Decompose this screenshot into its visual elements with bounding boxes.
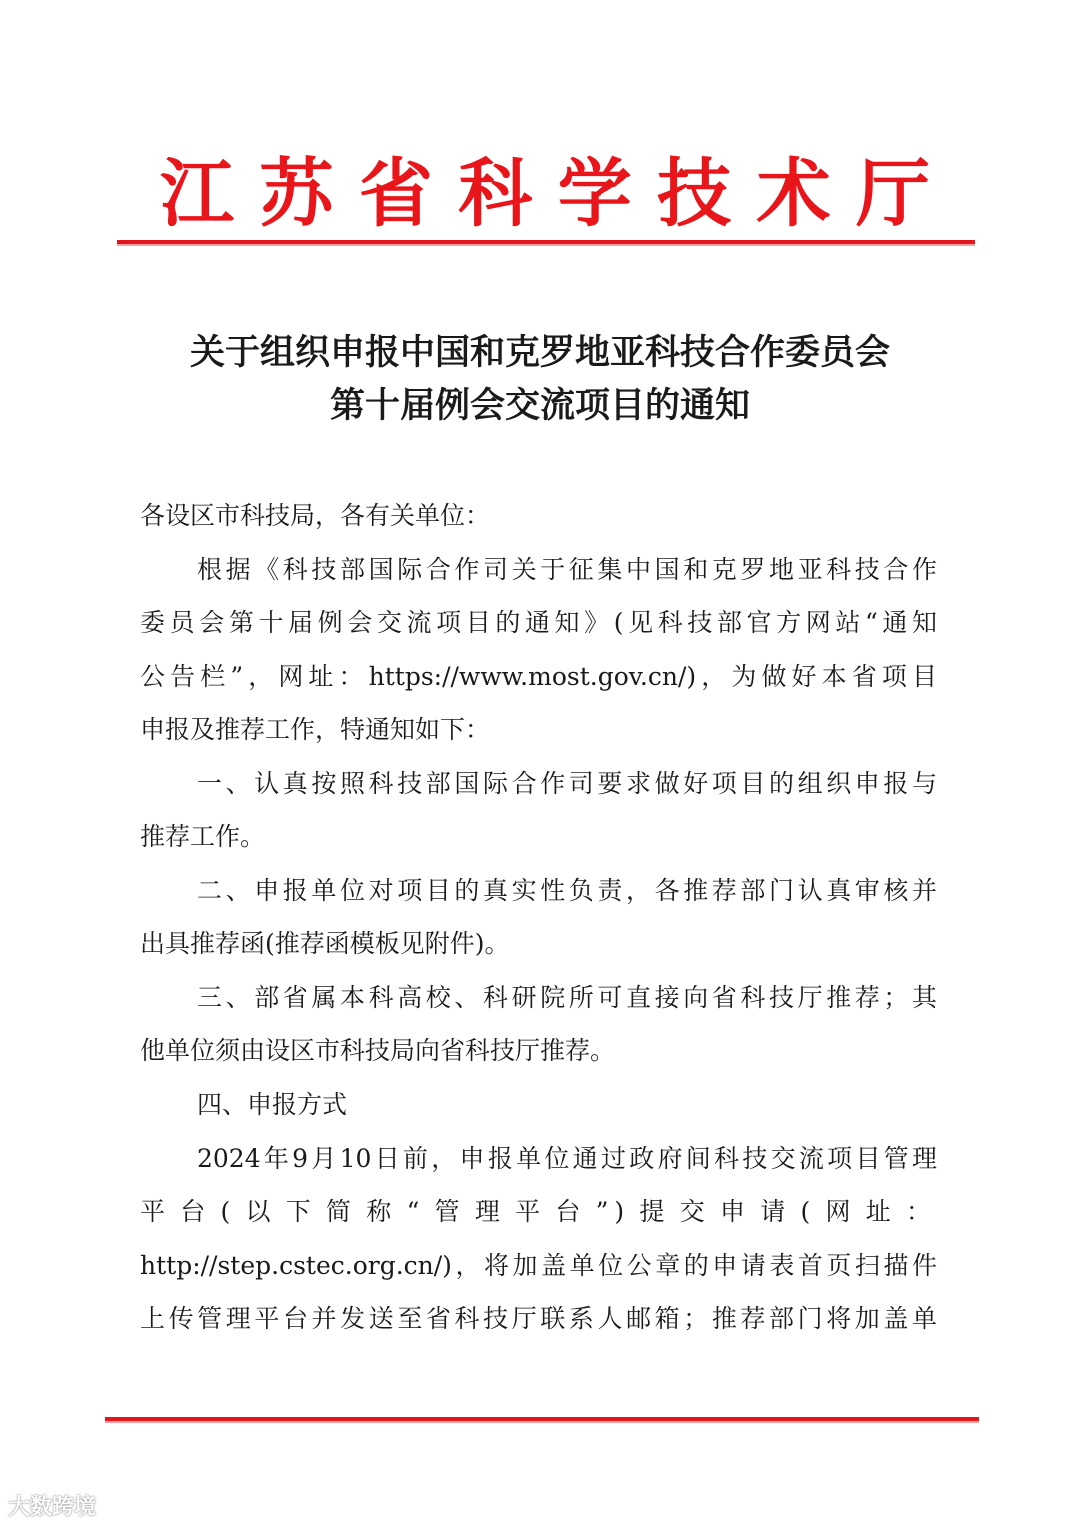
body-line: 平台(以下简称“管理平台”)提交申请(网址： [140,1197,937,1226]
org-char: 苏 [259,150,334,237]
org-char: 省 [358,150,433,237]
org-char: 术 [756,150,831,237]
salutation: 各设区市科技局，各有关单位： [140,501,491,530]
org-char: 厅 [855,150,930,237]
body-line: 申报及推荐工作，特通知如下： [140,715,491,744]
body-line: 公告栏”，网址：https://www.most.gov.cn/)，为做好本省项目 [140,662,937,691]
org-char: 科 [458,150,533,237]
org-char: 技 [657,150,732,237]
document-title [100,326,980,432]
body-line: 2024年9月10日前，申报单位通过政府间科技交流项目管理 [197,1144,937,1173]
body-line: 他单位须由设区市科技局向省科技厅推荐。 [140,1036,616,1065]
title-line-1: 关于组织申报中国和克罗地亚科技合作委员会 [189,332,890,373]
body-line: 委员会第十届例会交流项目的通知》(见科技部官方网站“通知 [140,608,937,637]
body-line: 根据《科技部国际合作司关于征集中国和克罗地亚科技合作 [197,555,937,584]
footer-divider [105,1417,979,1421]
org-char: 江 [160,150,234,237]
org-char: 学 [557,150,632,237]
body-line: http://step.cstec.org.cn/)，将加盖单位公章的申请表首页扫描件 [140,1251,937,1280]
title-line-2: 第十届例会交流项目的通知 [329,385,750,426]
watermark: 大数跨境 [8,1495,97,1520]
body-line: 一、认真按照科技部国际合作司要求做好项目的组织申报与 [197,769,937,798]
issuing-authority [160,140,930,235]
header-divider [117,240,975,244]
body-line: 出具推荐函(推荐函模板见附件)。 [140,929,510,958]
body-line: 三、部省属本科高校、科研院所可直接向省科技厅推荐；其 [197,983,937,1012]
body-line: 二、申报单位对项目的真实性负责，各推荐部门认真审核并 [197,876,937,905]
body-line: 上传管理平台并发送至省科技厅联系人邮箱；推荐部门将加盖单 [140,1304,937,1333]
section-heading: 四、申报方式 [197,1090,348,1119]
body-line: 推荐工作。 [140,822,266,851]
